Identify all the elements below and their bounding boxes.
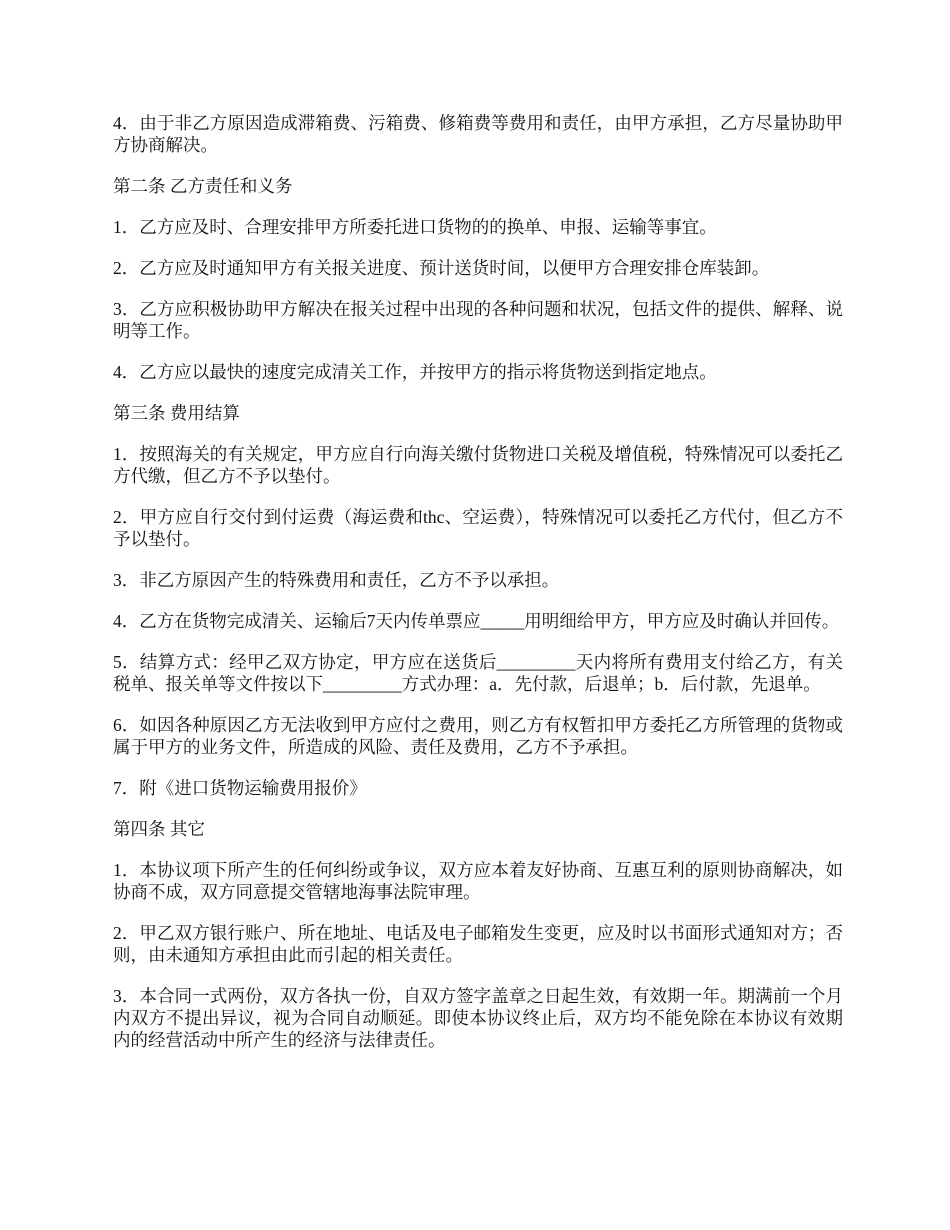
article-4-heading: 第四条 其它 <box>113 819 205 839</box>
article-3-item-5: 5．结算方式：经甲乙双方协定，甲方应在送货后_________天内将所有费用支付给乙方，有关税单、报关单等文件按以下_________方式办理：a．先付款，后退单；b．后付款，先退单。 <box>113 652 843 694</box>
article-2-item-3: 3．乙方应积极协助甲方解决在报关过程中出现的各种问题和状况，包括文件的提供、解释、说明等工作。 <box>113 299 843 341</box>
article-3-item-3: 3．非乙方原因产生的特殊费用和责任，乙方不予以承担。 <box>113 570 560 590</box>
article-4-item-2: 2．甲乙双方银行账户、所在地址、电话及电子邮箱发生变更，应及时以书面形式通知对方；否则，由未通知方承担由此而引起的相关责任。 <box>113 923 843 965</box>
article-3-item-1: 1．按照海关的有关规定，甲方应自行向海关缴付货物进口关税及增值税，特殊情况可以委托乙方代缴，但乙方不予以垫付。 <box>113 444 843 486</box>
article-2-item-1: 1．乙方应及时、合理安排甲方所委托进口货物的的换单、申报、运输等事宜。 <box>113 217 717 237</box>
article-3-heading: 第三条 费用结算 <box>113 403 240 423</box>
document-page <box>113 112 843 1070</box>
article-2-heading: 第二条 乙方责任和义务 <box>113 176 293 196</box>
article-2-item-2: 2．乙方应及时通知甲方有关报关进度、预计送货时间，以便甲方合理安排仓库装卸。 <box>113 258 770 278</box>
article-3-item-4: 4．乙方在货物完成清关、运输后7天内传单票应_____用明细给甲方，甲方应及时确认并回传。 <box>113 611 840 631</box>
article-3-item-7: 7．附《进口货物运输费用报价》 <box>113 778 367 798</box>
article-4-item-3: 3．本合同一式两份，双方各执一份，自双方签字盖章之日起生效，有效期一年。期满前一个月内双方不提出异议，视为合同自动顺延。即使本协议终止后，双方均不能免除在本协议有效期内的经营活动中所产生的经济与法律责任。 <box>113 986 843 1050</box>
clause-1-item-4: 4．由于非乙方原因造成滞箱费、污箱费、修箱费等费用和责任，由甲方承担，乙方尽量协助甲方协商解决。 <box>113 113 843 155</box>
article-4-item-1: 1．本协议项下所产生的任何纠纷或争议，双方应本着友好协商、互惠互利的原则协商解决，如协商不成，双方同意提交管辖地海事法院审理。 <box>113 860 843 902</box>
article-3-item-2: 2．甲方应自行交付到付运费（海运费和thc、空运费），特殊情况可以委托乙方代付，但乙方不予以垫付。 <box>113 507 843 549</box>
article-2-item-4: 4．乙方应以最快的速度完成清关工作，并按甲方的指示将货物送到指定地点。 <box>113 362 717 382</box>
article-3-item-6: 6．如因各种原因乙方无法收到甲方应付之费用，则乙方有权暂扣甲方委托乙方所管理的货物或属于甲方的业务文件，所造成的风险、责任及费用，乙方不予承担。 <box>113 715 843 757</box>
